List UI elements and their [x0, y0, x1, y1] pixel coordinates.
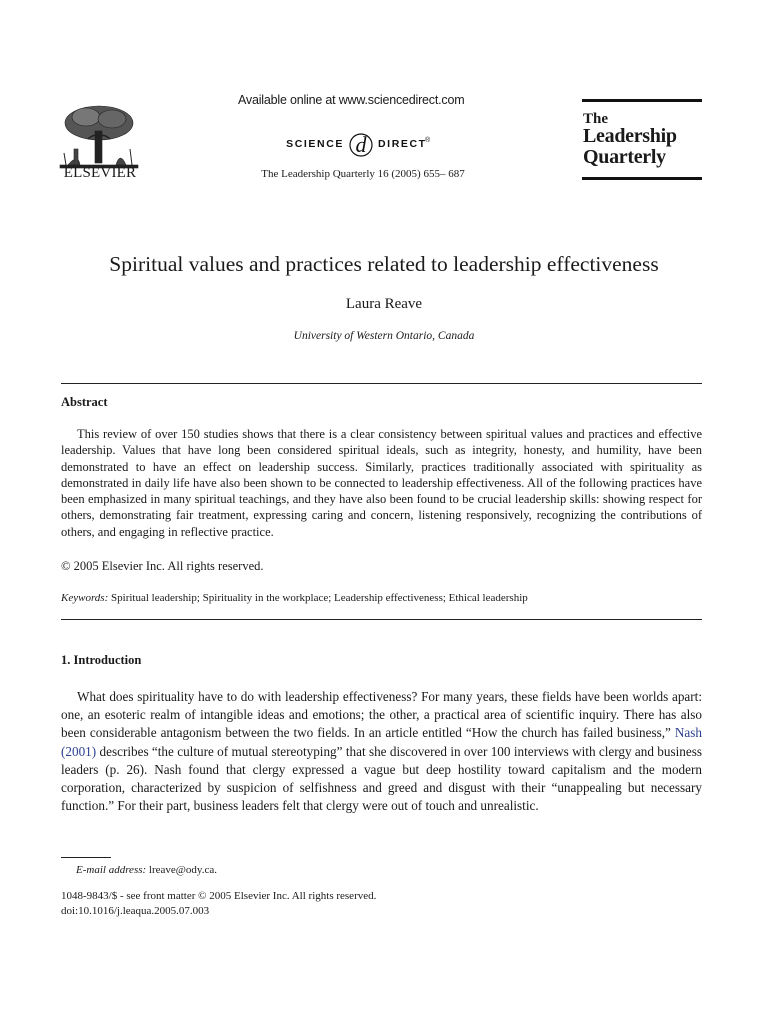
intro-text-part2: describes “the culture of mutual stereotyping” that she discovered in over 100 interviews with clergy and business leaders (p. 26). Nash found that clergy expressed a vague but deep hostility toward capitalism and the modern corporation, characterized by suspicion of selfishness and greed and disgust with their “unappealing but necessary function.” For their part, business leaders felt that clergy were out of touch and unrealistic. [61, 743, 702, 814]
author-name: Laura Reave [345, 296, 423, 312]
journal-logo-quarterly: Quarterly [583, 146, 666, 168]
abstract-copyright: © 2005 Elsevier Inc. All rights reserved. [61, 559, 264, 573]
keywords-text: Spiritual leadership; Spirituality in the workplace; Leadership effectiveness; Ethical leadership [111, 592, 528, 604]
publisher-name: ELSEVIER [63, 165, 137, 181]
journal-logo-the: The [583, 111, 609, 127]
keywords-label: Keywords: [61, 592, 109, 604]
intro-text-part1: What does spirituality have to do with leadership effectiveness? For many years, these fields have been worlds apart: one, an esoteric realm of intangible ideas and emotions; the other, a practical area of scientific inquiry. There has also been considerable antagonism between the two fields. In an article entitled “How the church has failed business,” [61, 689, 702, 741]
available-online-text: Available online at www.sciencedirect.com [238, 93, 465, 107]
keywords-line [61, 592, 528, 604]
abstract-heading: Abstract [61, 395, 108, 409]
journal-citation: The Leadership Quarterly 16 (2005) 655– 687 [261, 168, 465, 180]
doi-line: doi:10.1016/j.leaqua.2005.07.003 [61, 905, 210, 917]
journal-logo-leadership: Leadership [583, 125, 677, 147]
email-label: E-mail address: [76, 864, 147, 876]
sciencedirect-logo [282, 125, 472, 161]
email-address: lreave@ody.ca. [148, 864, 217, 876]
front-matter-line: 1048-9843/$ - see front matter © 2005 Elsevier Inc. All rights reserved. [61, 890, 377, 902]
article-title: Spiritual values and practices related to leadership effectiveness [109, 252, 659, 276]
svg-text:d: d [355, 132, 367, 157]
journal-logo-bottom-rule [582, 177, 702, 180]
author-affiliation: University of Western Ontario, Canada [293, 330, 475, 342]
abstract-body: This review of over 150 studies shows that there is a clear consistency between spiritual values and practices and effective leadership. Values that have long been considered spiritual ideals, such as integrity, honesty, and humility, have been demonstrated to have an effect on leadership success. Similarly, practices traditionally associated with spirituality as demonstrated in daily life have also been shown to be connected to leadership effectiveness. All of the following practices have been emphasized in many spiritual teachings, and they have also been found to be crucial leadership skills: showing respect for others, demonstrating fair treatment, expressing caring and concern, listening responsively, recognizing the contributions of others, and engaging in reflective practice. [61, 427, 702, 539]
sciencedirect-right-word: DIRECT [378, 138, 427, 150]
registered-mark: ® [425, 137, 431, 144]
footnote-divider [61, 857, 111, 858]
section-heading-introduction: 1. Introduction [61, 653, 142, 667]
citation-link-nash-2001[interactable]: Nash (2001) [61, 725, 702, 759]
introduction-paragraph [61, 688, 702, 815]
abstract-bottom-divider [61, 619, 702, 620]
journal-logo [582, 99, 702, 183]
footnote-email [76, 864, 217, 876]
sciencedirect-left-word: SCIENCE [286, 138, 344, 150]
journal-logo-top-rule [582, 99, 702, 102]
abstract-top-divider [61, 383, 702, 384]
